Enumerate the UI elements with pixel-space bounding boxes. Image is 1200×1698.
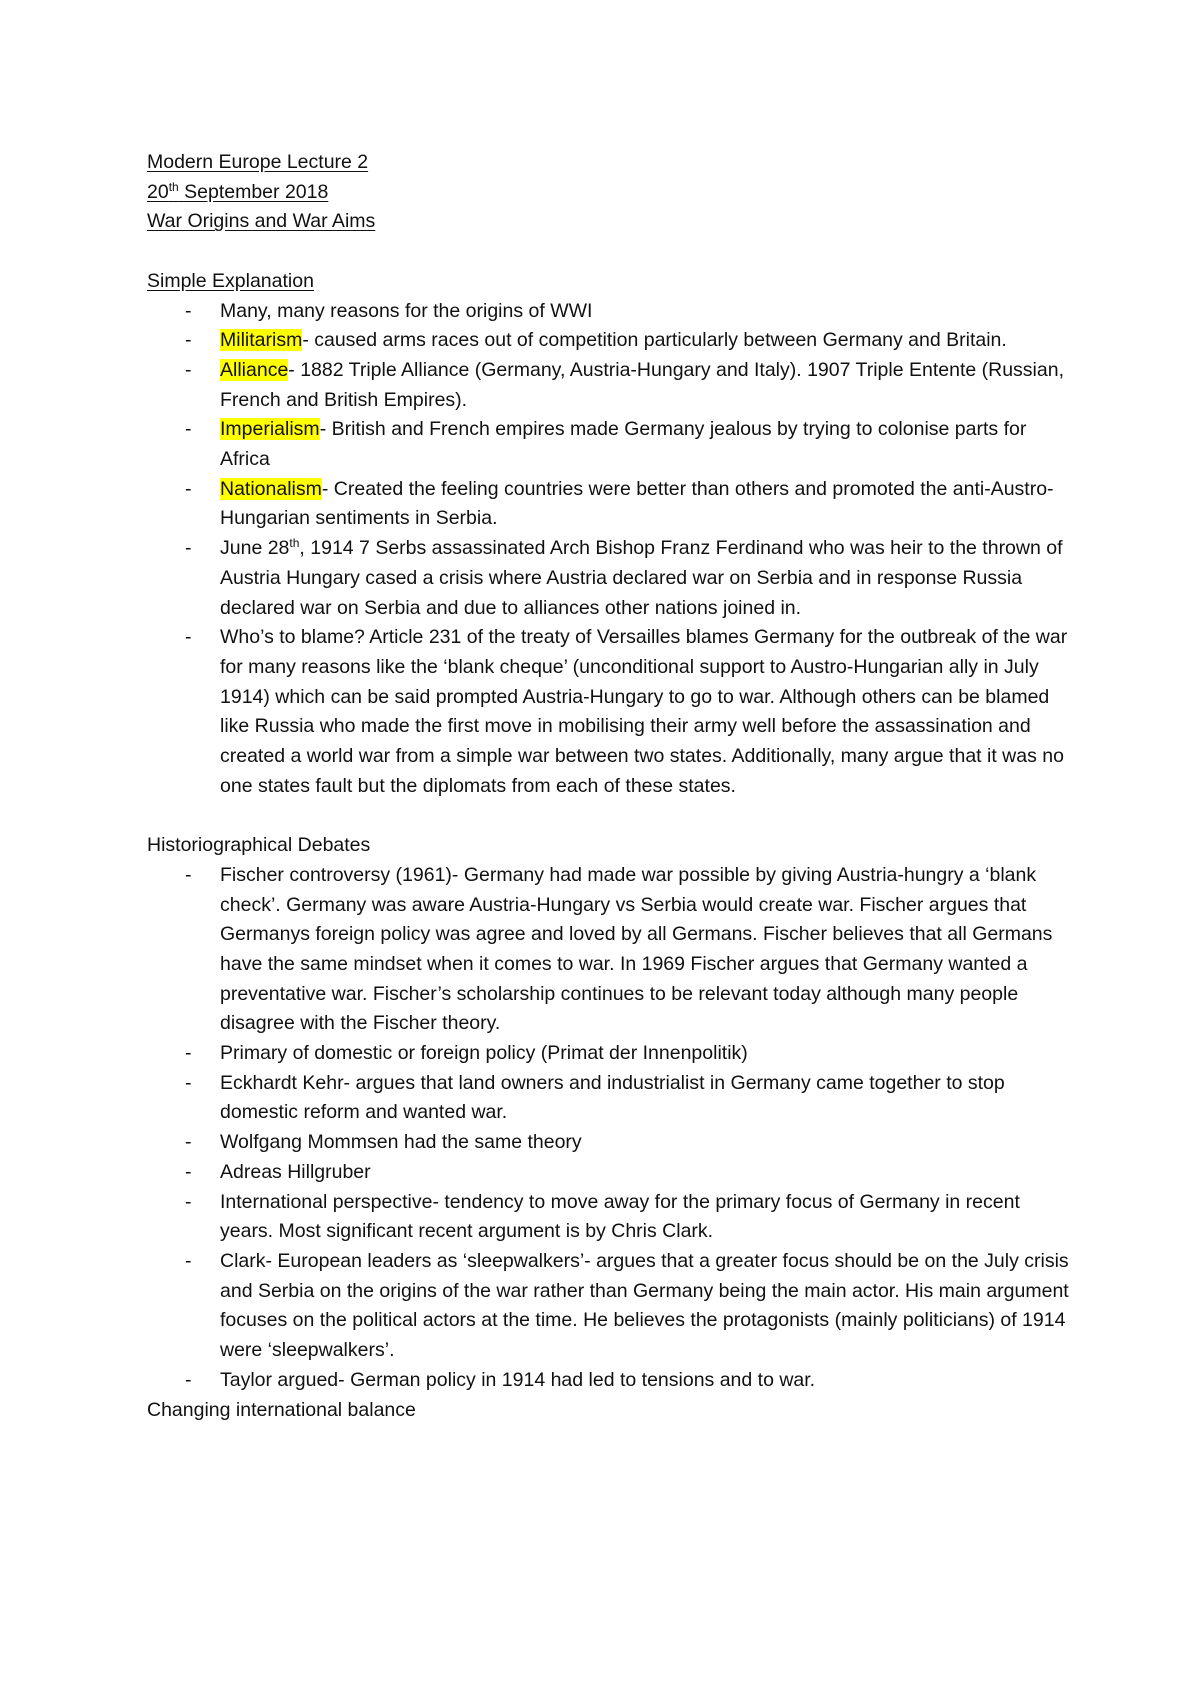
dash-bullet-icon: -: [185, 329, 192, 352]
date-month-year: September 2018: [178, 180, 329, 203]
list-item: [147, 326, 1077, 356]
highlighted-term: Imperialism: [220, 418, 320, 441]
list-item: [147, 1247, 1077, 1366]
highlighted-term: Militarism: [220, 329, 303, 352]
list-item-text: - Created the feeling countries were better than others and promoted the anti-Austro-Hungarian sentiments in Serbia.: [220, 477, 1054, 530]
list-item-text: Clark- European leaders as ‘sleepwalkers’- argues that a greater focus should be on the July crisis and Serbia on the origins of the war rather than Germany being the main actor. His main argument focuses on the political actors at the time. He believes the protagonists (mainly politicians) of 1914 were ‘sleepwalkers’.: [220, 1249, 1069, 1362]
list-item-text: Who’s to blame? Article 231 of the treaty of Versailles blames Germany for the outbreak of the war for many reasons like the ‘blank cheque’ (unconditional support to Austro-Hungarian ally in July 1914) which can be said prompted Austria-Hungary to go to war. Although others can be blamed like Russia who made the first move in mobilising their army well before the assassination and created a world war from a simple war between two states. Additionally, many argue that it was no one states fault but the diplomats from each of these states.: [220, 626, 1068, 797]
date-ordinal: th: [168, 179, 179, 194]
list-item: [147, 1128, 1077, 1158]
section-heading-changing-international-balance: Changing international balance: [147, 1398, 416, 1421]
section-heading-historiographical-debates: Historiographical Debates: [147, 834, 371, 857]
list-item: [147, 623, 1077, 801]
list-item-text: Eckhardt Kehr- argues that land owners and industrialist in Germany came together to stop domestic reform and wanted war.: [220, 1071, 1005, 1124]
document-body: [147, 148, 1077, 1425]
bullet-list-simple-explanation: [147, 297, 1077, 802]
dash-bullet-icon: -: [185, 1071, 192, 1094]
list-item: [147, 415, 1077, 474]
list-item-text: International perspective- tendency to move away for the primary focus of Germany in recent years. Most significant recent argument is by Chris Clark.: [220, 1190, 1020, 1243]
dash-bullet-icon: -: [185, 418, 192, 441]
list-item: [147, 297, 1077, 327]
list-item-text: Taylor argued- German policy in 1914 had led to tensions and to war.: [220, 1368, 816, 1391]
dash-bullet-icon: -: [185, 1131, 192, 1154]
list-item-text: Adreas Hillgruber: [220, 1160, 371, 1183]
bullet-list-historiographical-debates: [147, 861, 1077, 1396]
list-item-text: - 1882 Triple Alliance (Germany, Austria-Hungary and Italy). 1907 Triple Entente (Russian, French and British Empires).: [220, 358, 1064, 411]
spacer: [147, 801, 1077, 831]
document-title: Modern Europe Lecture 2: [147, 151, 369, 173]
list-item: [147, 1188, 1077, 1247]
list-item-text: Primary of domestic or foreign policy (Primat der Innenpolitik): [220, 1042, 748, 1065]
dash-bullet-icon: -: [185, 1160, 192, 1183]
list-item: [147, 1158, 1077, 1188]
list-item-text: - caused arms races out of competition particularly between Germany and Britain.: [302, 329, 1007, 352]
date-ordinal: th: [289, 536, 300, 551]
dash-bullet-icon: -: [185, 1042, 192, 1065]
dash-bullet-icon: -: [185, 477, 192, 500]
dash-bullet-icon: -: [185, 626, 192, 649]
spacer: [147, 237, 1077, 267]
section-heading-simple-explanation: Simple Explanation: [147, 269, 314, 292]
list-item-text: , 1914 7 Serbs assassinated Arch Bishop Franz Ferdinand who was heir to the thrown of Austria Hungary cased a crisis where Austria declared war on Serbia and in response Russia declared war on Serbia and due to alliances other nations joined in.: [220, 537, 1063, 619]
dash-bullet-icon: -: [185, 1368, 192, 1391]
dash-bullet-icon: -: [185, 1249, 192, 1272]
list-item-text: - British and French empires made Germany jealous by trying to colonise parts for Africa: [220, 418, 1027, 471]
list-item: [147, 1366, 1077, 1396]
dash-bullet-icon: -: [185, 537, 192, 560]
dash-bullet-icon: -: [185, 299, 192, 322]
dash-bullet-icon: -: [185, 863, 192, 886]
dash-bullet-icon: -: [185, 358, 192, 381]
list-item: [147, 1069, 1077, 1128]
list-item-date: June 28: [220, 537, 290, 560]
highlighted-term: Nationalism: [220, 477, 322, 500]
list-item-text: Many, many reasons for the origins of WWI: [220, 299, 593, 322]
list-item-text: Wolfgang Mommsen had the same theory: [220, 1131, 582, 1154]
document-date: [147, 178, 1077, 208]
document-subtitle: War Origins and War Aims: [147, 210, 376, 233]
dash-bullet-icon: -: [185, 1190, 192, 1213]
highlighted-term: Alliance: [220, 358, 289, 381]
list-item: [147, 475, 1077, 534]
date-day: 20: [147, 180, 169, 203]
list-item: [147, 1039, 1077, 1069]
list-item-text: Fischer controversy (1961)- Germany had made war possible by giving Austria-hungry a ‘blank check’. Germany was aware Austria-Hungary vs Serbia would create war. Fischer argues that Germanys foreign policy was agree and loved by all Germans. Fischer believes that all Germans have the same mindset when it comes to war. In 1969 Fischer argues that Germany wanted a preventative war. Fischer’s scholarship continues to be relevant today although many people disagree with the Fischer theory.: [220, 863, 1053, 1035]
list-item: [147, 534, 1077, 623]
list-item: [147, 356, 1077, 415]
list-item: [147, 861, 1077, 1039]
